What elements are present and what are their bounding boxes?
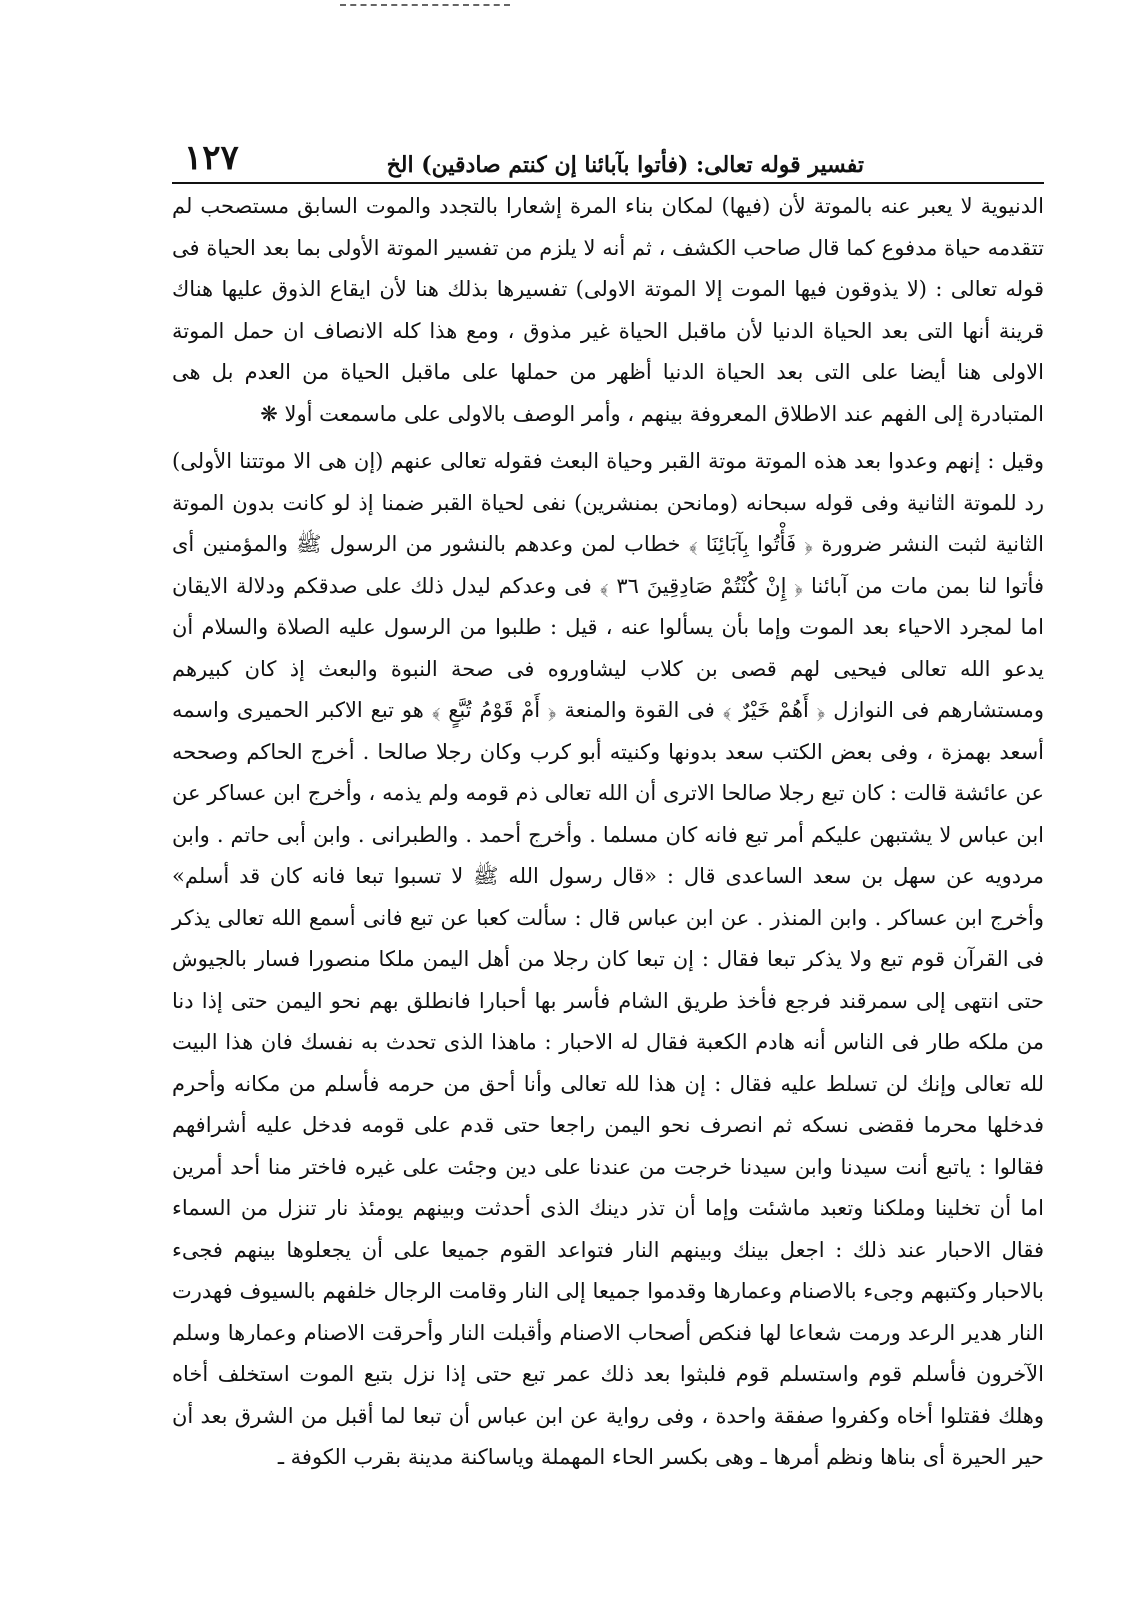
running-title: تفسير قوله تعالى: (فأتوا بآبائنا إن كنتم صادقين) الخ bbox=[386, 152, 864, 178]
page-header bbox=[172, 130, 1044, 184]
body-text bbox=[172, 186, 1044, 1479]
page-number: ١٢٧ bbox=[184, 138, 239, 178]
paragraph-2: وقيل : إنهم وعدوا بعد هذه الموتة موتة القبر وحياة البعث فقوله تعالى عنهم (إن هى الا موتتنا الأولى) رد للموتة الثانية وفى قوله سبحانه (ومانحن بمنشرين) نفى لحياة القبر ضمنا إذ لو كانت بدون الموتة الثانية لثبت النشر ضرورة ﴿ فَأْتُوا بِآبَائِنَا ﴾ خطاب لمن وعدهم بالنشور من الرسول ﷺ والمؤمنين أى فأتوا لنا بمن مات من آبائنا ﴿ إِنْ كُنْتُمْ صَادِقِينَ ٣٦ ﴾ فى وعدكم ليدل ذلك على صدقكم ودلالة الايقان اما لمجرد الاحياء بعد الموت وإما بأن يسألوا عنه ، قيل : طلبوا من الرسول عليه الصلاة والسلام أن يدعو الله تعالى فيحيى لهم قصى بن كلاب ليشاوروه فى صحة النبوة والبعث إذ كان كبيرهم ومستشارهم فى النوازل ﴿ أَهُمْ خَيْرٌ ﴾ فى القوة والمنعة ﴿ أَمْ قَوْمُ تُبَّعٍ ﴾ هو تبع الاكبر الحميرى واسمه أسعد بهمزة ، وفى بعض الكتب سعد بدونها وكنيته أبو كرب وكان رجلا صالحا . أخرج الحاكم وصححه عن عائشة قالت : كان تبع رجلا صالحا الاترى أن الله تعالى ذم قومه ولم يذمه ، وأخرج ابن عساكر عن ابن عباس لا يشتبهن عليكم أمر تبع فانه كان مسلما . وأخرج أحمد . والطبرانى . وابن أبى حاتم . وابن مردويه عن سهل بن سعد الساعدى قال : «قال رسول الله ﷺ لا تسبوا تبعا فانه كان قد أسلم» وأخرج ابن عساكر . وابن المنذر . عن ابن عباس قال : سألت كعبا عن تبع فانى أسمع الله تعالى يذكر فى القرآن قوم تبع ولا يذكر تبعا فقال : إن تبعا كان رجلا من أهل اليمن ملكا منصورا فسار بالجيوش حتى انتهى إلى سمرقند فرجع فأخذ طريق الشام فأسر بها أحبارا فانطلق بهم نحو اليمن حتى إذا دنا من ملكه طار فى الناس أنه هادم الكعبة فقال له الاحبار : ماهذا الذى تحدث به نفسك فان هذا البيت لله تعالى وإنك لن تسلط عليه فقال : إن هذا لله تعالى وأنا أحق من حرمه فأسلم من مكانه وأحرم فدخلها محرما فقضى نسكه ثم انصرف نحو اليمن راجعا حتى قدم على قومه فدخل عليه أشرافهم فقالوا : ياتبع أنت سيدنا وابن سيدنا خرجت من عندنا على دين وجئت على غيره فاختر منا أحد أمرين اما أن تخلينا وملكنا وتعبد ماشئت وإما أن تذر دينك الذى أحدثت وبينهم يومئذ نار تنزل من السماء فقال الاحبار عند ذلك : اجعل بينك وبينهم النار فتواعد القوم جميعا على أن يجعلوها بينهم فجىء بالاحبار وكتبهم وجىء بالاصنام وعمارها وقدموا جميعا إلى النار وقامت الرجال خلفهم بالسيوف فهدرت النار هدير الرعد ورمت شعاعا لها فنكص أصحاب الاصنام وأقبلت النار وأحرقت الاصنام وعمارها وسلم الآخرون فأسلم قوم واستسلم قوم فلبثوا بعد ذلك عمر تبع حتى إذا نزل بتبع الموت استخلف أخاه وهلك فقتلوا أخاه وكفروا صفقة واحدة ، وفى رواية عن ابن عباس أن تبعا لما أقبل من الشرق بعد أن حير الحيرة أى بناها ونظم أمرها ـ وهى بكسر الحاء المهملة وياساكنة مدينة بقرب الكوفة ـ bbox=[172, 449, 1044, 1469]
paragraph-1: الدنيوية لا يعبر عنه بالموتة لأن (فيها) لمكان بناء المرة إشعارا بالتجدد والموت السابق مستصحب لم تتقدمه حياة مدفوع كما قال صاحب الكشف ، ثم أنه لا يلزم من تفسير الموتة الأولى بما بعد الحياة فى قوله تعالى : (لا يذوقون فيها الموت إلا الموتة الاولى) تفسيرها بذلك هنا لأن ايقاع الذوق عليها هناك قرينة أنها التى بعد الحياة الدنيا لأن ماقبل الحياة غير مذوق ، ومع هذا كله الانصاف ان حمل الموتة الاولى هنا أيضا على التى بعد الحياة الدنيا أظهر من حملها على ماقبل الحياة من العدم بل هى المتبادرة إلى الفهم عند الاطلاق المعروفة بينهم ، وأمر الوصف بالاولى على ماسمعت أولا ❋ bbox=[172, 194, 1044, 426]
